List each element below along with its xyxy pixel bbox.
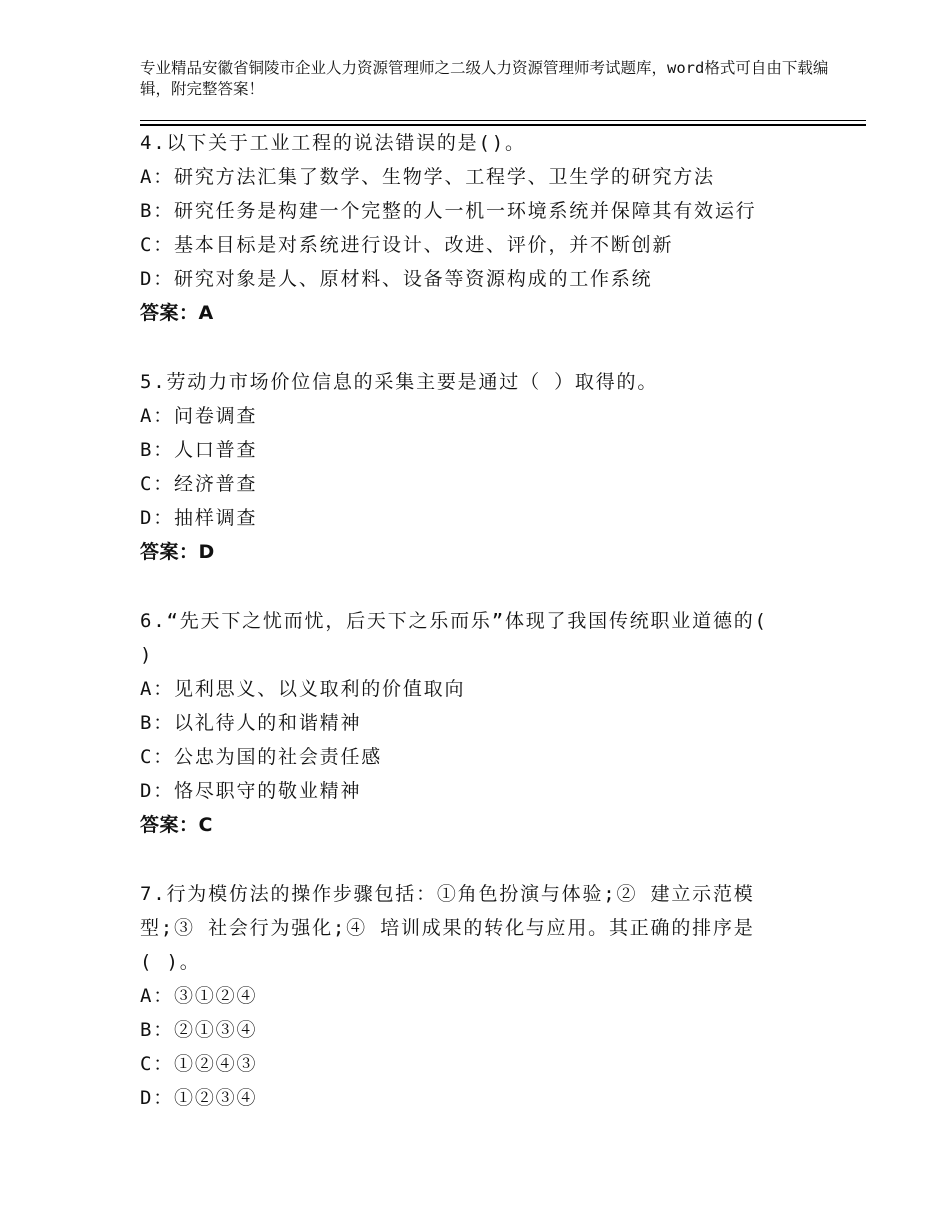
option-b: B：研究任务是构建一个完整的人一机一环境系统并保障其有效运行 bbox=[140, 200, 757, 222]
option-a: A：见利思义、以义取利的价值取向 bbox=[140, 678, 466, 700]
option-c: C：经济普查 bbox=[140, 473, 258, 495]
question-stem-line: 7.行为模仿法的操作步骤包括：①角色扮演与体验;② 建立示范模 bbox=[140, 883, 755, 905]
option-c: C：基本目标是对系统进行设计、改进、评价，并不断创新 bbox=[140, 234, 674, 256]
option-d: D：①②③④ bbox=[140, 1087, 258, 1109]
option-d: D：恪尽职守的敬业精神 bbox=[140, 780, 362, 802]
question-stem-line: ( )。 bbox=[140, 951, 201, 973]
option-c: C：①②④③ bbox=[140, 1053, 258, 1075]
question-5 bbox=[140, 365, 820, 569]
question-stem-line: 型;③ 社会行为强化;④ 培训成果的转化与应用。其正确的排序是 bbox=[140, 917, 755, 939]
option-b: B：人口普查 bbox=[140, 439, 258, 461]
document-header: 专业精品安徽省铜陵市企业人力资源管理师之二级人力资源管理师考试题库，word格式可自由下载编辑，附完整答案！ bbox=[140, 59, 829, 98]
question-stem-line: ) bbox=[140, 644, 154, 666]
option-a: A：研究方法汇集了数学、生物学、工程学、卫生学的研究方法 bbox=[140, 166, 715, 188]
question-stem: 4.以下关于工业工程的说法错误的是()。 bbox=[140, 132, 526, 154]
option-a: A：③①②④ bbox=[140, 985, 258, 1007]
option-d: D：研究对象是人、原材料、设备等资源构成的工作系统 bbox=[140, 268, 653, 290]
option-a: A：问卷调查 bbox=[140, 405, 258, 427]
question-stem: 5.劳动力市场价位信息的采集主要是通过（ ）取得的。 bbox=[140, 371, 659, 393]
question-6 bbox=[140, 604, 820, 842]
question-7 bbox=[140, 877, 820, 1115]
option-b: B：以礼待人的和谐精神 bbox=[140, 712, 362, 734]
option-c: C：公忠为国的社会责任感 bbox=[140, 746, 383, 768]
header-rule-thin bbox=[140, 120, 866, 121]
answer-label: 答案：A bbox=[140, 302, 214, 324]
question-stem-line: 6.“先天下之忧而忧，后天下之乐而乐”体现了我国传统职业道德的( bbox=[140, 610, 768, 632]
answer-label: 答案：D bbox=[140, 541, 215, 563]
option-b: B：②①③④ bbox=[140, 1019, 258, 1041]
option-d: D：抽样调查 bbox=[140, 507, 258, 529]
answer-label: 答案：C bbox=[140, 814, 213, 836]
question-4 bbox=[140, 126, 820, 330]
